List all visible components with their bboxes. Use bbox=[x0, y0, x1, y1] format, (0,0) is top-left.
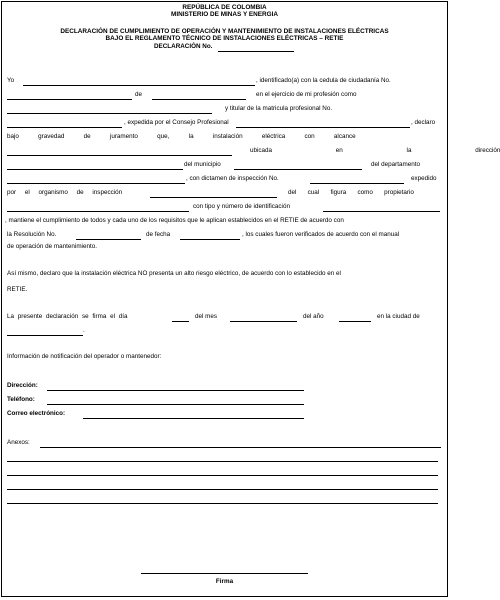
dictamen-field[interactable] bbox=[310, 183, 404, 184]
fecha-label: de fecha bbox=[146, 231, 171, 238]
header-republic: REPÚBLICA DE COLOMBIA bbox=[182, 4, 267, 11]
ano-label: del año bbox=[303, 313, 324, 320]
organismo-text: por el organismo de inspección bbox=[7, 189, 123, 196]
organismo-field[interactable] bbox=[150, 197, 277, 198]
resolucion-field[interactable] bbox=[76, 239, 141, 240]
form-title-line1: DECLARACIÓN DE CUMPLIMIENTO DE OPERACIÓN Y MANTENIMIENTO DE INSTALACIONES ELÉCTRICAS bbox=[60, 28, 389, 35]
juramento-text: bajo gravedad de juramento que, la instalación eléctrica con alcance bbox=[7, 133, 356, 140]
cedula-place-field[interactable] bbox=[152, 99, 246, 100]
alcance-field[interactable] bbox=[7, 155, 232, 156]
de-label: de bbox=[135, 91, 143, 98]
ciudad-label: en la ciudad de bbox=[377, 313, 420, 320]
contact-correo-field[interactable] bbox=[83, 418, 304, 419]
dictamen-text: , con dictamen de inspección No. bbox=[186, 175, 279, 182]
municipio-label: del municipio bbox=[184, 161, 221, 168]
direccion-field[interactable] bbox=[7, 169, 183, 170]
cedula-number-field[interactable] bbox=[7, 99, 132, 100]
anexos-label: Anexos: bbox=[7, 439, 30, 446]
expedida-text: , expedida por el Consejo Profesional bbox=[124, 119, 229, 126]
ano-field[interactable] bbox=[339, 321, 371, 322]
matricula-field[interactable] bbox=[7, 127, 122, 128]
profession-field[interactable] bbox=[7, 113, 212, 114]
departamento-field[interactable] bbox=[7, 183, 185, 184]
anexos-line-5[interactable] bbox=[7, 503, 438, 504]
contact-direccion-field[interactable] bbox=[47, 390, 304, 391]
titular-text: y titular de la matricula profesional No. bbox=[225, 105, 333, 112]
contact-telefono-field[interactable] bbox=[47, 404, 304, 405]
expedido-text: expedido bbox=[411, 175, 437, 182]
ubicada-text: ubicada en la dirección bbox=[250, 147, 500, 154]
signature-line[interactable] bbox=[141, 573, 308, 574]
declaration-number-label: DECLARACIÓN No. bbox=[154, 43, 213, 50]
propietario-text: del cual figura como propietario bbox=[288, 189, 414, 196]
anexos-line-2[interactable] bbox=[7, 461, 438, 462]
correo-label: Correo electrónico: bbox=[7, 410, 66, 417]
declaration-form bbox=[1, 1, 448, 597]
anexos-line-4[interactable] bbox=[7, 489, 438, 490]
verificados-text: , los cuales fueron verificados de acuerdo con el manual bbox=[242, 231, 400, 238]
riesgo-text-line1: Así mismo, declaro que la instalación eléctrica NO presenta un alto riesgo eléctrico, de acuerdo con lo establecido en el bbox=[7, 270, 341, 277]
dia-field[interactable] bbox=[172, 321, 189, 322]
ciudad-period: . bbox=[83, 327, 85, 334]
identificado-text: , identificado(a) con la cedula de ciudadanía No. bbox=[256, 77, 391, 84]
declaration-number-field[interactable] bbox=[218, 51, 294, 52]
tipo-id-text: con tipo y número de identificación bbox=[193, 203, 290, 210]
direccion-label: Dirección: bbox=[7, 382, 38, 389]
departamento-label: del departamento bbox=[371, 161, 421, 168]
header-ministry: MINISTERIO DE MINAS Y ENERGIA bbox=[171, 11, 278, 18]
form-title-line2: BAJO EL REGLAMENTO TÉCNICO DE INSTALACIONES ELÉCTRICAS – RETIE bbox=[105, 35, 344, 42]
notification-info-label: Información de notificación del operador o mantenedor: bbox=[7, 353, 162, 360]
propietario-field[interactable] bbox=[7, 211, 189, 212]
consejo-field[interactable] bbox=[236, 127, 410, 128]
operacion-text: de operación de mantenimiento. bbox=[7, 243, 97, 250]
ejercicio-text: en el ejercicio de mi profesión como bbox=[256, 91, 357, 98]
ciudad-field[interactable] bbox=[7, 335, 83, 336]
anexos-line-1[interactable] bbox=[40, 447, 441, 448]
identificacion-field[interactable] bbox=[323, 211, 440, 212]
fecha-field[interactable] bbox=[180, 239, 240, 240]
mantiene-text: , mantiene el cumplimiento de todos y cada uno de los requisitos que le aplican establecidos en el RETIE de acuerdo con bbox=[5, 217, 344, 224]
resolucion-label: la Resolución No. bbox=[7, 231, 57, 238]
yo-label: Yo bbox=[7, 77, 15, 84]
firma-label: Firma bbox=[215, 578, 234, 585]
name-field[interactable] bbox=[23, 85, 255, 86]
firma-dia-text: La presente declaración se firma el día bbox=[7, 313, 128, 320]
declaro-text: , declaro bbox=[411, 119, 436, 126]
riesgo-text-line2: RETIE. bbox=[7, 286, 28, 293]
telefono-label: Teléfono: bbox=[7, 396, 35, 403]
municipio-field[interactable] bbox=[234, 169, 362, 170]
mes-field[interactable] bbox=[230, 321, 297, 322]
mes-label: del mes bbox=[195, 313, 218, 320]
anexos-line-3[interactable] bbox=[7, 475, 438, 476]
